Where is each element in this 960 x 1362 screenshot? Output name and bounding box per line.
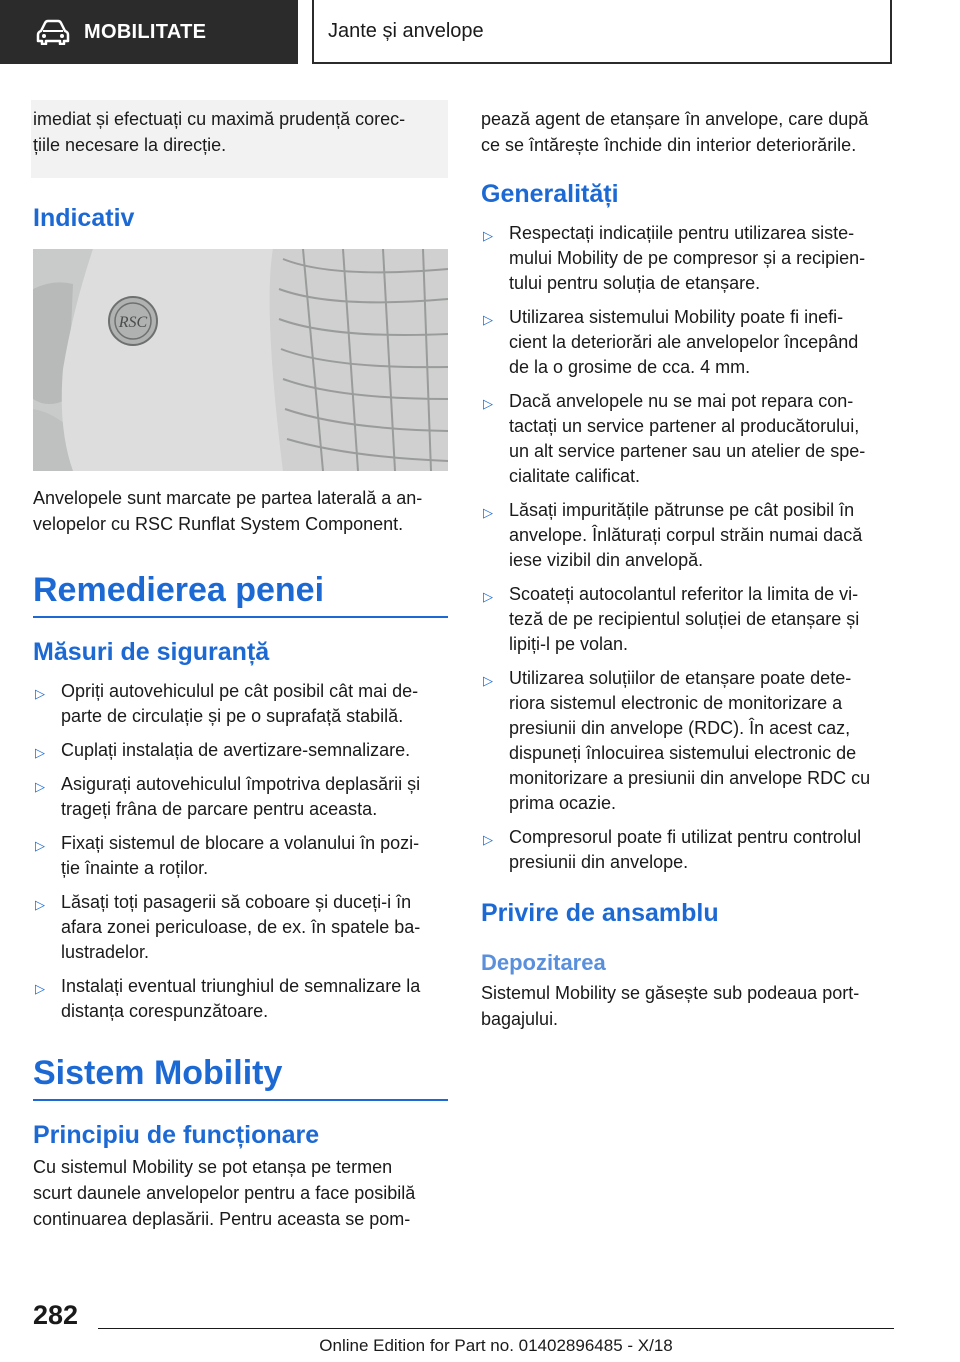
list-item: ▷ Lăsați impuritățile pătrunse pe cât posibil în anvelope. Înlăturați corpul străin numai dacă iese vizibil din anvelopă. — [483, 500, 863, 570]
section-title: Jante și anvelope — [328, 19, 484, 42]
footer-edition: Online Edition for Part no. 01402896485 - X/18 — [319, 1336, 673, 1355]
triangle-bullet-icon: ▷ — [35, 745, 45, 760]
note-line: țiile necesare la direcție. — [33, 135, 227, 155]
heading-remedierea: Remedierea penei — [33, 571, 448, 618]
svg-text:RSC: RSC — [118, 314, 148, 331]
caption-line: Anvelopele sunt marcate pe partea laterală a an- — [33, 488, 423, 508]
triangle-bullet-icon: ▷ — [35, 686, 45, 701]
tire-sidewall-image — [33, 249, 448, 471]
intro-line: ce se întărește închide din interior deteriorările. — [481, 135, 857, 155]
heading-principiu: Principiu de funcționare — [33, 1121, 320, 1149]
list-item: ▷ Respectați indicațiile pentru utilizarea siste- mului Mobility de pe compresor și a recipien- tului pentru soluția de etanșare. — [483, 223, 866, 293]
caption-line: velopelor cu RSC Runflat System Component. — [33, 514, 404, 534]
car-icon — [36, 19, 70, 45]
heading-sistem-mobility: Sistem Mobility — [33, 1054, 448, 1101]
note-box — [31, 100, 448, 178]
list-item: ▷ Asigurați autovehiculul împotriva deplasării și trageți frâna de parcare pentru aceasta. — [35, 774, 421, 819]
list-item: ▷ Scoateți autocolantul referitor la limita de vi- teză de pe recipientul soluției de etanșare și lipiți-l pe volan. — [483, 584, 860, 654]
footer-divider — [98, 1328, 894, 1329]
list-item: ▷ Utilizarea sistemului Mobility poate fi inefi- cient la deteriorări ale anvelopelor începând de la o grosime de cca. 4 mm. — [483, 307, 859, 377]
note-line: imediat și efectuați cu maximă prudență corec- — [33, 109, 406, 129]
list-item: ▷ Dacă anvelopele nu se mai pot repara con- tactați un service partener al producătorului, un alt service partener sau un atelier de spe- cialitate calificat. — [483, 391, 866, 486]
triangle-bullet-icon: ▷ — [35, 779, 45, 794]
page-number: 282 — [33, 1300, 79, 1330]
section-tab — [312, 0, 892, 64]
triangle-bullet-icon: ▷ — [35, 981, 45, 996]
list-item: ▷ Fixați sistemul de blocare a volanului în pozi- ție înainte a roților. — [35, 833, 420, 878]
intro-line: pează agent de etanșare în anvelope, care după — [481, 109, 869, 129]
list-item: ▷ Compresorul poate fi utilizat pentru controlul presiunii din anvelope. — [483, 827, 862, 872]
list-item: ▷ Utilizarea soluțiilor de etanșare poate dete- riora sistemul electronic de monitorizare a presiunii din anvelope (RDC). În acest caz, dispuneți înlocuirea sistemului electronic de monitorizare a presiunii din anvelope RDC cu prima ocazie. — [483, 668, 871, 813]
right-column — [481, 100, 896, 1032]
heading-indicativ: Indicativ — [33, 204, 135, 232]
rsc-logo — [109, 297, 157, 345]
triangle-bullet-icon: ▷ — [483, 396, 493, 411]
list-item: ▷ Opriți autovehiculul pe cât posibil cât mai de- parte de circulație și pe o suprafață stabilă. — [35, 681, 419, 726]
principiu-line: Cu sistemul Mobility se pot etanșa pe termen — [33, 1157, 393, 1177]
chapter-tab — [0, 0, 298, 64]
masuri-list — [33, 679, 448, 1024]
triangle-bullet-icon: ▷ — [483, 589, 493, 604]
triangle-bullet-icon: ▷ — [483, 505, 493, 520]
principiu-line: continuarea deplasării. Pentru aceasta se pom- — [33, 1209, 411, 1229]
heading-generalitati: Generalități — [481, 180, 619, 208]
list-item: ▷ Instalați eventual triunghiul de semnalizare la distanța corespunzătoare. — [35, 976, 421, 1021]
depozitarea-line: Sistemul Mobility se găsește sub podeaua port- — [481, 983, 860, 1003]
heading-privire: Privire de ansamblu — [481, 899, 719, 927]
left-column — [33, 100, 448, 1232]
heading-depozitarea: Depozitarea — [481, 950, 606, 975]
depozitarea-line: bagajului. — [481, 1009, 559, 1029]
principiu-line: scurt daunele anvelopelor pentru a face posibilă — [33, 1183, 416, 1203]
list-item: ▷ Cuplați instalația de avertizare-semnalizare. — [33, 738, 448, 763]
list-item: ▷ Lăsați toți pasagerii să coboare și duceți-i în afara zonei periculoase, de ex. în spatele ba- lustradelor. — [35, 892, 421, 962]
generalitati-list — [481, 221, 896, 875]
triangle-bullet-icon: ▷ — [35, 897, 45, 912]
triangle-bullet-icon: ▷ — [483, 228, 493, 243]
triangle-bullet-icon: ▷ — [483, 673, 493, 688]
triangle-bullet-icon: ▷ — [483, 312, 493, 327]
triangle-bullet-icon: ▷ — [483, 832, 493, 847]
chapter-title: MOBILITATE — [84, 20, 207, 43]
tire-illustration — [33, 249, 448, 471]
triangle-bullet-icon: ▷ — [35, 838, 45, 853]
heading-masuri: Măsuri de siguranță — [33, 638, 270, 666]
